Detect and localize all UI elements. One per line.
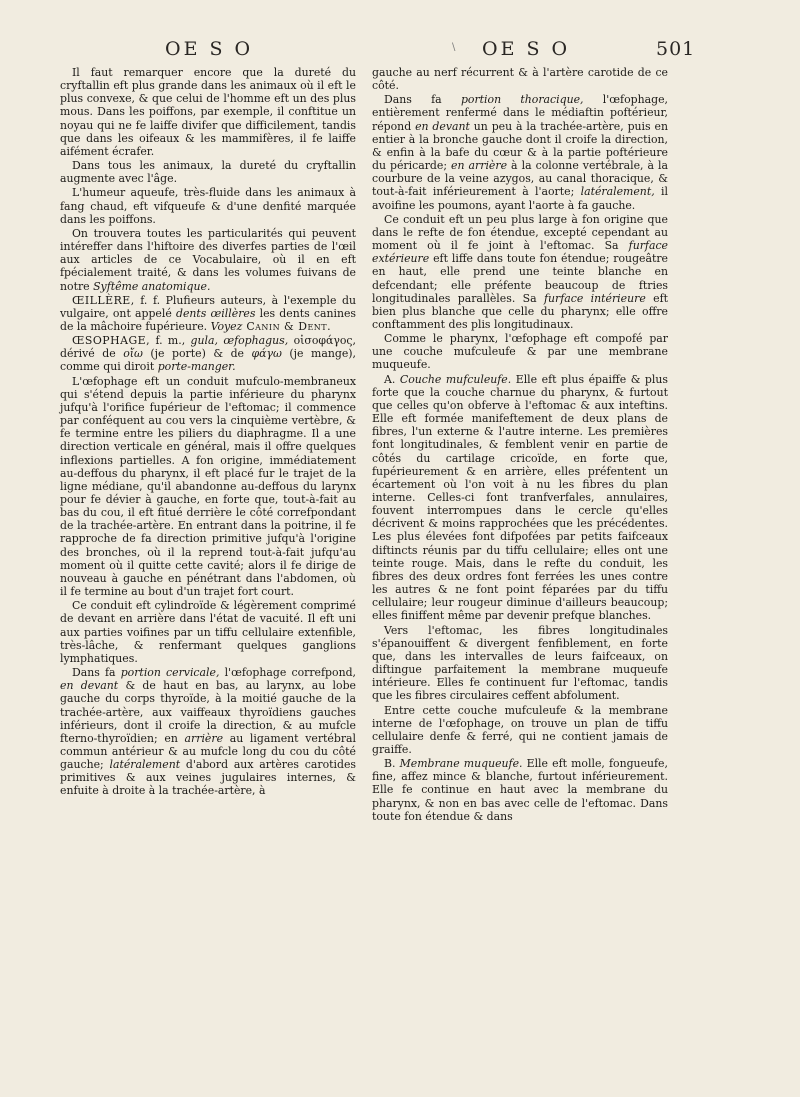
- entry-headword: ŒILLÈRE,: [72, 293, 135, 307]
- paragraph: L'œfophage eft un conduit mufculo-membraneux qui s'étend depuis la partie inférieure du pharynx jufqu'à l'orifice fupérieur de l'eftomac; il commence par conféquent au cou vers la cinquième vertèbre, & fe termine entre les piliers du diaphragme. Il a une direction verticale en général, mais il offre quelques inflexions partielles. A fon origine, immédiatement au-deffous du pharynx, il eft placé fur le trajet de la ligne médiane, qu'il abandonne au-deffous du larynx pour fe dévier à gauche, en forte que, tout-à-fait au bas du cou, il eft fitué derrière le côté correfpondant de la trachée-artère. En entrant dans la poitrine, il fe rapproche de fa direction primitive jufqu'à l'origine des bronches, où il la reprend tout-à-fait jufqu'au moment où il quitte cette cavité; alors il fe dirige de nouveau à gauche en pénétrant dans l'abdomen, où il fe termine au bout d'un trajet fort court.: [60, 374, 356, 599]
- paragraph: Entre cette couche mufculeufe & la membrane interne de l'œfophage, on trouve un plan de tiffu cellulaire denfe & ferré, qui ne contient jamais de graiffe.: [372, 703, 668, 756]
- running-head-right: OE S O: [482, 38, 571, 60]
- paragraph: On trouvera toutes les particularités qui peuvent intéreffer dans l'hiftoire des diverfes parties de l'œil aux articles de ce Vocabulaire, où il en eft fpécialement traité, & dans les volumes fuivans de notre Syftême anatomique.: [60, 226, 356, 293]
- running-head-left: OE S O: [165, 38, 254, 60]
- paragraph: Dans tous les animaux, la dureté du cryftallin augmente avec l'âge.: [60, 159, 356, 186]
- paragraph: Il faut remarquer encore que la dureté du cryftallin eft plus grande dans les animaux où il eft le plus convexe, & que celui de l'homme eft un des plus mous. Dans les poiffons, par exemple, il conftitue un noyau qui ne fe laiffe divifer que difficilement, tandis que dans les oifeaux & les mammifères, il fe laiffe aifément écrafer.: [60, 66, 356, 158]
- entry-oesophage: ŒSOPHAGE, f. m., gula, œfophagus, οἰσοφάγος, dérivé de οἴω (je porte) & de φάγω (je mange), comme qui diroit porte-manger.: [60, 334, 356, 374]
- paragraph: Ce conduit eft un peu plus large à fon origine que dans le refte de fon étendue, excepté cependant au moment où il fe joint à l'eftomac. Sa furface extérieure eft liffe dans toute fon étendue; rougeâtre en haut, elle prend une teinte blanche en defcendant; elle préfente beaucoup de ftries longitudinales parallèles. Sa furface intérieure eft bien plus blanche que celle du pharynx; elle offre conftamment des plis longitudinaux.: [372, 212, 668, 331]
- left-column: [60, 66, 356, 799]
- right-column: [372, 66, 668, 824]
- paragraph: gauche au nerf récurrent & à l'artère carotide de ce côté.: [372, 66, 668, 93]
- running-head-mark: \: [452, 42, 459, 53]
- page-number: 501: [656, 38, 696, 60]
- entry-oeillere: ŒILLÈRE, f. f. Plufieurs auteurs, à l'exemple du vulgaire, ont appelé dents œillères les dents canines de la mâchoire fupérieure. Voyez Canin & Dent.: [60, 293, 356, 333]
- paragraph: Comme le pharynx, l'œfophage eft compofé par une couche mufculeufe & par une membrane muqueufe.: [372, 332, 668, 372]
- paragraph: Vers l'eftomac, les fibres longitudinales s'épanouiffent & divergent fenfiblement, en forte que, dans les intervalles de leurs faifceaux, on diftingue parfaitement la membrane muqueufe intérieure. Elles fe continuent fur l'eftomac, tandis que les fibres circulaires ceffent abfolument.: [372, 623, 668, 703]
- paragraph: Dans fa portion thoracique, l'œfophage, entièrement renfermé dans le médiaftin poftérieur, répond en devant un peu à la trachée-artère, puis en entier à la bronche gauche dont il croife la direction, & enfin à la bafe du cœur & à la partie poftérieure du péricarde; en arrière à la colonne vertébrale, à la courbure de la veine azygos, au canal thoracique, & tout-à-fait inférieurement à l'aorte; latéralement, il avoifine les poumons, ayant l'aorte à fa gauche.: [372, 93, 669, 212]
- paragraph: L'humeur aqueufe, très-fluide dans les animaux à fang chaud, eft vifqueufe & d'une denfité marquée dans les poiffons.: [60, 186, 356, 226]
- paragraph: Dans fa portion cervicale, l'œfophage correfpond, en devant & de haut en bas, au larynx, au lobe gauche du corps thyroïde, à la moitié gauche de la trachée-artère, aux vaiffeaux thyroïdiens gauches inférieurs, dont il croife la direction, & au mufcle fterno-thyroïdien; en arrière au ligament vertébral commun antérieur & au mufcle long du cou du côté gauche; latéralement d'abord aux artères carotides primitives & aux veines jugulaires internes, & enfuite à droite à la trachée-artère, à: [60, 666, 357, 798]
- paragraph: A. Couche mufculeufe. Elle eft plus épaiffe & plus forte que la couche charnue du pharynx, & furtout que celles qu'on obferve à l'eftomac & aux inteftins. Elle eft formée manifeftement de deux plans de fibres, l'un externe & l'autre interne. Les premières font longitudinales, & femblent venir en partie de côtés du cartilage cricoïde, en forte que, fupérieurement & en arrière, elles préfentent un écartement où l'on voit à nu les fibres du plan interne. Celles-ci font tranfverfales, annulaires, fouvent interrompues dans le cercle qu'elles décrivent & moins rapprochées que les précédentes. Les plus élevées font difpofées par petits faifceaux diftincts réunis par du tiffu cellulaire; elles ont une teinte rouge. Mais, dans le refte du conduit, les fibres des deux ordres font ferrées les unes contre les autres & ne font point féparées par du tiffu cellulaire; leur rougeur diminue d'ailleurs beaucoup; elles finiffent même par devenir prefque blanches.: [372, 372, 668, 623]
- entry-headword: ŒSOPHAGE,: [72, 334, 151, 348]
- paragraph: B. Membrane muqueufe. Elle eft molle, fongueufe, fine, affez mince & blanche, furtout inférieurement. Elle fe continue en haut avec la membrane du pharynx, & non en bas avec celle de l'eftomac. Dans toute fon étendue & dans: [372, 757, 668, 823]
- paragraph: Ce conduit eft cylindroïde & légèrement comprimé de devant en arrière dans l'état de vacuité. Il eft uni aux parties voifines par un tiffu cellulaire extenfible, très-lâche, & renfermant quelques ganglions lymphatiques.: [60, 599, 356, 665]
